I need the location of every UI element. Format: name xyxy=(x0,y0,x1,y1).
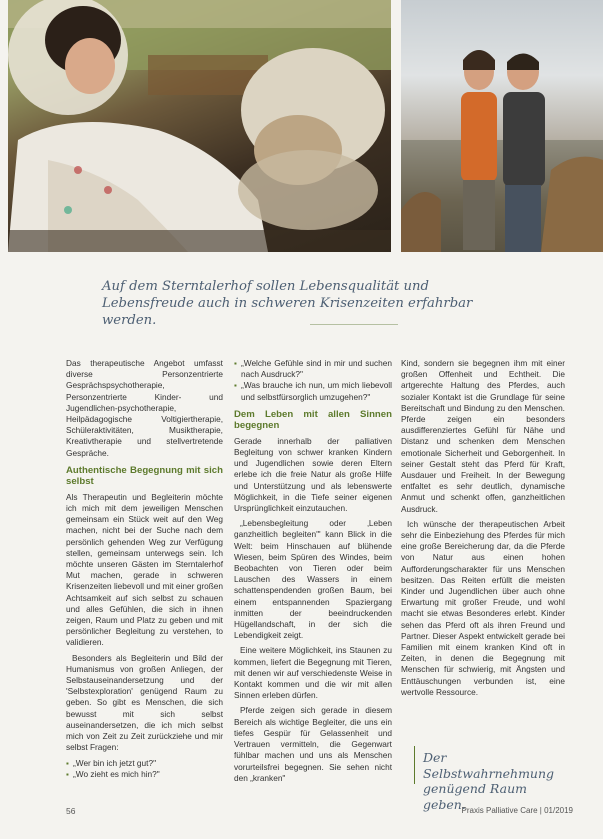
paragraph-therapist-role: Als Therapeutin und Begleiterin möchte ich mich mit dem jeweiligen Menschen gemeinsam ein Stück weit auf den Weg machen, nicht bei der Suche nach dem persönlich gehenden Weg zur Verfügung stellen, gemeinsam unterwegs sein. Ich möchte unseren Gästen im Sterntalerhof Mut machen, gerade in schweren Krisenzeiten liebevoll und mit einer großen Achtsamkeit auf sich selbst zu schauen und alles Gefühlen, die sich in ihnen zeigen, Raum und Platz zu geben und mit persönlicher Begleitung zu verstehen, to validieren. xyxy=(66,491,223,648)
page-number: 56 xyxy=(66,806,76,816)
photo-caption: Auf dem Sterntalerhof sollen Lebensqualität und Lebensfreude auch in schweren Krisenzeiten erfahrbar werden. xyxy=(102,279,473,328)
list-item: ▪ „Wer bin ich jetzt gut?" xyxy=(66,758,223,769)
paragraph-therapy-offer: Das therapeutische Angebot umfasst diverse Personzentrierte Gesprächspsychotherapie, Personzentrierte Kinder- und Jugendlichen-psychotherapie, Heilpädagogische Voltigiertherapie, Schüleraktivitäten, Musiktherapie, Kreativtherapie und stellvertretende Gespräche. xyxy=(66,358,223,458)
pull-quote: Der Selbstwahrnehmung genügend Raum geben. xyxy=(423,750,555,812)
photo-children-with-horse-illustration xyxy=(401,0,603,252)
paragraph-life-accompaniment: „Lebensbegleitung oder ‚Leben ganzheitlich begleiten'" kann Blick in die Welt: beim Hinschauen auf blühende Wiesen, beim Spüren des Windes, beim Beobachten von Tieren oder beim Lauschen des Wassers in einem schattenspendenden großen Baum, bei einem entspannenden Spaziergang inmitten der beeindruckenden Hügellandschaft, in der sich die Lebendigkeit zeigt. xyxy=(234,518,392,641)
paragraph-horse-therapy: Ich wünsche der therapeutischen Arbeit sehr die Einbeziehung des Pferdes für mich eine große Bereicherung dar, da die Pferde von Natur aus einen hohen Aufforderungscharakter für uns Menschen besitzen. Das Reiten erfüllt die meisten Kinder und Jugendlichen über auch ohne Erwartung mit großer Freude, und wohl macht sie etwas Besonderes erlebt. Kinder sehen das Pferd oft als ihren Freund und Partner. Dieser Aspekt entwickelt gerade bei Familien mit einem kranken Kind oft in Zeiten, in denen die Begegnung mit Menschen für schwierig, mit Ängsten und Enttäuschungen verbunden ist, eine wertvolle Ressource. xyxy=(401,518,565,697)
list-item: ▪ „Wo zieht es mich hin?" xyxy=(66,769,223,780)
photo-girl-with-dog-illustration xyxy=(8,0,391,252)
list-item: ▪ „Was brauche ich nun, um mich liebevoll und selbstfürsorglich umzugehen?" xyxy=(234,380,392,402)
paragraph-palliative-nature: Gerade innerhalb der palliativen Begleitung von schwer kranken Kindern und Jugendlichen sowie deren Eltern erlebe ich die freie Natur als große Hilfe und Unterstützung und als lebenswerte Möglichkeit, in die Tiefe seiner eigenen Ursprünglichkeit einzutauchen. xyxy=(234,435,392,514)
publication-info: Praxis Palliative Care | 01/2019 xyxy=(461,806,573,815)
caption-divider xyxy=(310,324,398,325)
paragraph-self-exploration: Besonders als Begleiterin und Bild der Humanismus von großen Anliegen, der Selbstauseinandersetzung und der 'Selbstexploration' genügend Raum zu geben. So gibt es Menschen, die sich bewusst mit sich selbst auseinandersetzen, die ich mich selbst mich von Zeit zu Zeit zurückziehe und mir selbst Fragen: xyxy=(66,652,223,753)
list-item: ▪ „Welche Gefühle sind in mir und suchen nach Ausdruck?" xyxy=(234,358,392,380)
question-list-continued xyxy=(234,358,392,403)
photo-children-with-horse xyxy=(401,0,603,252)
article-column-2 xyxy=(234,358,392,788)
photo-girl-with-dog xyxy=(8,0,391,252)
paragraph-horse-openness: Kind, sondern sie begegnen ihm mit einer großen Offenheit und Echtheit. Die artgerechte Haltung des Pferdes, auch sozialer Kontakt ist die Grundlage für seine Bereitschaft und Bindung zu den Menschen. Pferde zeigen ein besonders ausdifferenziertes Gefühl für Nähe und Distanz und schenken dem Menschen emotionale Sicherheit und Geborgenheit. In seiner Gestalt steht das Pferd für Kraft, Ausdauer und Freiheit. In der Bewegung entfaltet es sehr deutlich, dynamische Anmut und schenkt offen, ganzheitlichen Ausdruck. xyxy=(401,358,565,514)
article-column-3 xyxy=(401,358,565,702)
subheading-authentic-encounter: Authentische Begegnung mit sich selbst xyxy=(66,464,223,488)
article-column-1 xyxy=(66,358,223,784)
pull-quote-rule xyxy=(414,746,415,784)
question-list xyxy=(66,758,223,780)
subheading-all-senses: Dem Leben mit allen Sinnen begegnen xyxy=(234,408,392,432)
paragraph-horses: Pferde zeigen sich gerade in diesem Bereich als wichtige Begleiter, die uns ein tiefes Gespür für Gelassenheit und Vertrauen vermitteln, die Gegenwart fühlbar machen und uns als Menschen vorurteilsfrei begegnen. Sie sehen nicht den „kranken" xyxy=(234,705,392,783)
paragraph-animal-encounter: Eine weitere Möglichkeit, ins Staunen zu kommen, liefert die Begegnung mit Tieren, mit denen wir auf verschiedenste Weise in Kontakt kommen und die wir mit allen Sinnen erleben dürfen. xyxy=(234,645,392,701)
